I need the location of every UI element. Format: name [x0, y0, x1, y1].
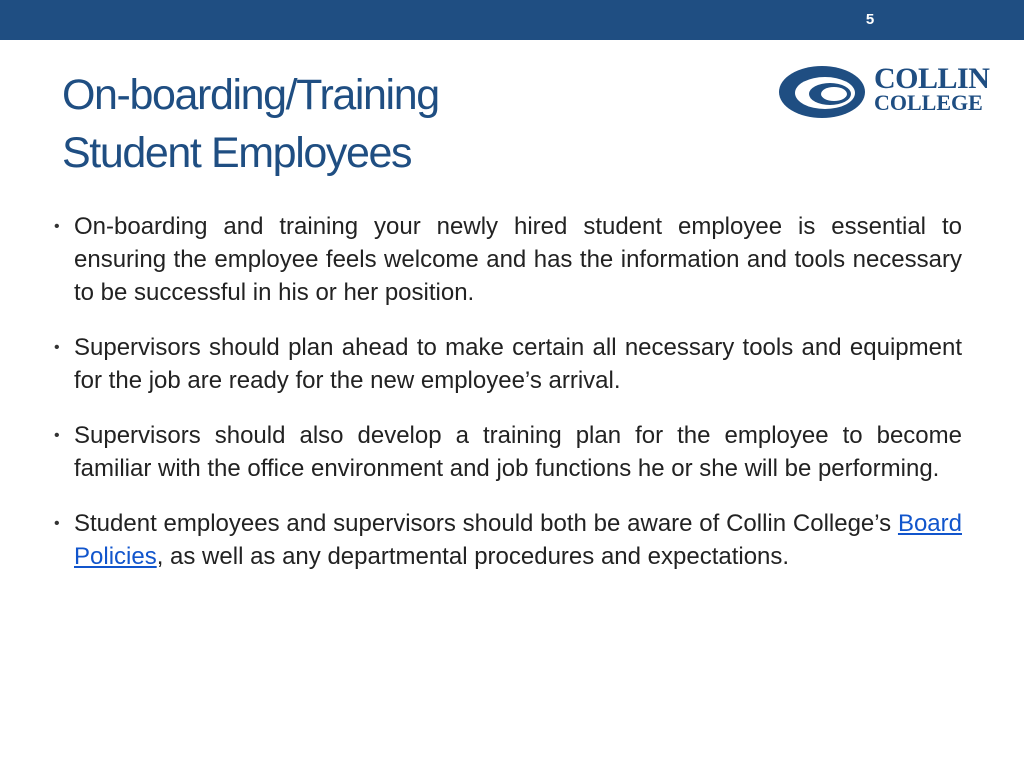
bullet-icon: •: [54, 218, 60, 235]
bullet-list: [54, 210, 962, 595]
bullet-text: Supervisors should plan ahead to make certain all necessary tools and equipment for the job are ready for the new employee’s arrival.: [74, 334, 962, 394]
slide-title: [62, 66, 662, 182]
logo-wordmark: [874, 62, 990, 115]
bullet-item: [54, 507, 962, 573]
board-policies-link[interactable]: Board Policies: [74, 510, 962, 570]
collin-college-logo: [778, 64, 1000, 120]
header-bar: [0, 0, 1024, 40]
page-number: 5: [865, 11, 875, 28]
bullet-text: On-boarding and training your newly hired student employee is essential to ensuring the employee feels welcome and has the information and tools necessary to be successful in his or her position.: [74, 213, 962, 306]
bullet-icon: •: [54, 339, 60, 356]
logo-line-2: COLLEGE: [874, 90, 983, 115]
logo-line-1: COLLIN: [874, 62, 990, 95]
bullet-text: Student employees and supervisors should both be aware of Collin College’s: [74, 510, 898, 537]
slide-title-line-2: Student Employees: [62, 129, 412, 177]
collin-college-logo-icon: [778, 64, 868, 120]
bullet-text: , as well as any departmental procedures and expectations.: [156, 543, 790, 570]
bullet-item: [54, 331, 962, 397]
bullet-item: [54, 210, 962, 309]
slide-title-line-1: On-boarding/Training: [62, 71, 439, 119]
bullet-icon: •: [54, 427, 60, 444]
bullet-icon: •: [54, 515, 60, 532]
bullet-item: [54, 419, 962, 485]
bullet-text: Supervisors should also develop a training plan for the employee to become familiar with the office environment and job functions he or she will be performing.: [74, 422, 962, 482]
